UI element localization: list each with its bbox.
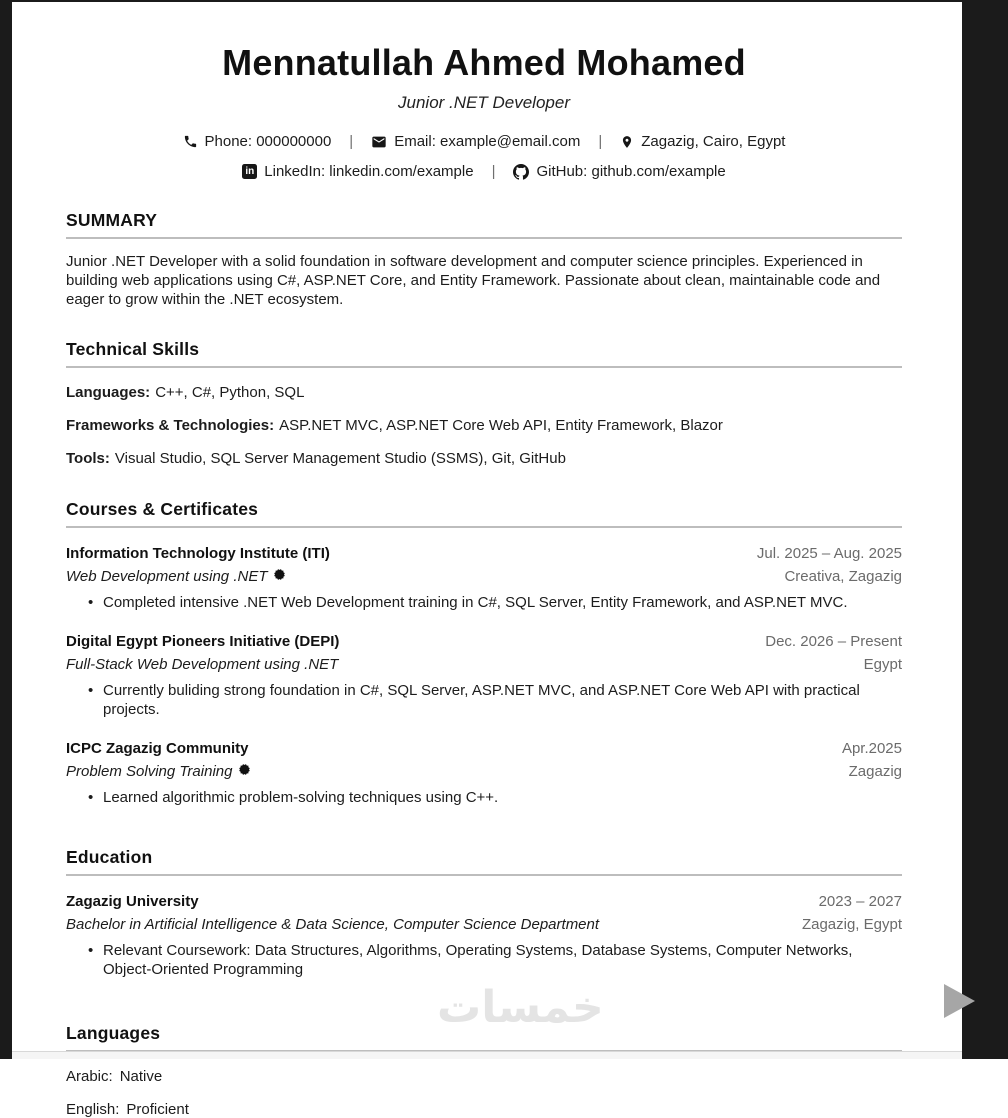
github-item xyxy=(513,163,725,180)
certificate-badge-icon xyxy=(273,565,286,588)
entry-date: 2023 – 2027 xyxy=(818,893,902,911)
khamsat-watermark: خمسات xyxy=(437,982,604,1033)
linkedin-icon: in xyxy=(242,164,257,179)
entry-bullet: • Completed intensive .NET Web Development training in C#, SQL Server, Entity Framework, and ASP.NET MVC. xyxy=(88,593,902,612)
separator-pipe: | xyxy=(349,133,354,151)
skill-value: ASP.NET MVC, ASP.NET Core Web API, Entity Framework, Blazor xyxy=(279,417,723,435)
section-summary xyxy=(66,210,902,309)
page-bottom-edge xyxy=(12,1051,962,1059)
language-label: Arabic: xyxy=(66,1068,113,1086)
education-entry-zagazig xyxy=(66,890,902,979)
linkedin-text: LinkedIn: linkedin.com/example xyxy=(264,163,474,181)
entry-location: Creativa, Zagazig xyxy=(784,568,902,586)
skill-label: Frameworks & Technologies: xyxy=(66,417,275,435)
course-entry-depi xyxy=(66,630,902,719)
education-heading: Education xyxy=(66,847,153,868)
separator-pipe: | xyxy=(491,163,496,181)
carousel-next-arrow[interactable] xyxy=(944,984,975,1018)
email-icon xyxy=(371,134,387,150)
entry-org: Zagazig University xyxy=(66,893,199,911)
left-black-bar xyxy=(0,0,12,1059)
summary-text: Junior .NET Developer with a solid foundation in software development and computer science principles. Experienced in building web applications using C#, ASP.NET Core, and Entity Framework. Passionate about clean, maintainable code and eager to grow within the .NET ecosystem. xyxy=(66,253,881,309)
course-entry-icpc xyxy=(66,737,902,807)
course-entry-iti xyxy=(66,542,902,612)
entry-date: Dec. 2026 – Present xyxy=(765,633,902,651)
section-divider xyxy=(66,526,902,528)
section-divider xyxy=(66,874,902,876)
entry-date: Apr.2025 xyxy=(841,740,902,758)
section-courses-certificates xyxy=(66,499,902,807)
language-level: Proficient xyxy=(126,1101,189,1118)
skill-label: Tools: xyxy=(66,450,110,468)
language-level: Native xyxy=(119,1068,163,1086)
entry-location: Egypt xyxy=(863,656,902,674)
email-item xyxy=(371,133,580,150)
skill-label: Languages: xyxy=(66,384,151,402)
right-black-bar xyxy=(962,0,1008,1059)
candidate-name: Mennatullah Ahmed Mohamed xyxy=(222,42,746,83)
skills-heading: Technical Skills xyxy=(66,339,200,360)
entry-org: Digital Egypt Pioneers Initiative (DEPI) xyxy=(66,633,340,651)
language-row-english xyxy=(66,1101,902,1118)
location-text: Zagazig, Cairo, Egypt xyxy=(641,133,786,151)
skill-row-languages xyxy=(66,384,902,401)
entry-org: Information Technology Institute (ITI) xyxy=(66,545,330,563)
phone-icon xyxy=(183,134,198,149)
skill-value: C++, C#, Python, SQL xyxy=(155,384,305,402)
entry-location: Zagazig xyxy=(848,763,902,781)
section-divider xyxy=(66,366,902,368)
location-item xyxy=(620,133,785,150)
entry-role: Full-Stack Web Development using .NET xyxy=(66,656,339,674)
entry-bullet: • Learned algorithmic problem-solving techniques using C++. xyxy=(88,788,902,807)
summary-heading: SUMMARY xyxy=(66,210,158,231)
entry-bullet: • Relevant Coursework: Data Structures, Algorithms, Operating Systems, Database Systems, Computer Networks, Object-Oriented Programming xyxy=(88,941,902,979)
language-row-arabic xyxy=(66,1068,902,1085)
section-divider xyxy=(66,237,902,239)
entry-bullet: • Currently buliding strong foundation in C#, SQL Server, ASP.NET MVC, and ASP.NET Core Web API with practical projects. xyxy=(88,681,902,719)
location-icon xyxy=(620,134,634,150)
entry-role: Bachelor in Artificial Intelligence & Data Science, Computer Science Department xyxy=(66,916,600,934)
skill-row-frameworks xyxy=(66,417,902,434)
entry-date: Jul. 2025 – Aug. 2025 xyxy=(756,545,902,563)
entry-org: ICPC Zagazig Community xyxy=(66,740,249,758)
github-text: GitHub: github.com/example xyxy=(536,163,726,181)
section-education xyxy=(66,847,902,979)
entry-role: Web Development using .NET xyxy=(66,568,268,586)
certificate-badge-icon xyxy=(238,760,251,783)
resume-page xyxy=(12,0,962,1118)
phone-text: Phone: 000000000 xyxy=(204,133,332,151)
courses-heading: Courses & Certificates xyxy=(66,499,259,520)
job-title: Junior .NET Developer xyxy=(398,93,570,113)
entry-location: Zagazig, Egypt xyxy=(801,916,902,934)
phone-item xyxy=(183,133,332,150)
separator-pipe: | xyxy=(598,133,603,151)
contact-row-1 xyxy=(66,133,902,150)
github-icon xyxy=(513,164,529,180)
skill-value: Visual Studio, SQL Server Management Studio (SSMS), Git, GitHub xyxy=(114,450,566,468)
email-text: Email: example@email.com xyxy=(394,133,581,151)
entry-role: Problem Solving Training xyxy=(66,763,233,781)
languages-heading: Languages xyxy=(66,1023,161,1044)
section-languages xyxy=(66,1023,902,1118)
resume-content xyxy=(66,0,902,1118)
skill-row-tools xyxy=(66,450,902,467)
top-black-line xyxy=(0,0,1008,2)
language-label: English: xyxy=(66,1101,120,1118)
section-technical-skills xyxy=(66,339,902,467)
linkedin-item xyxy=(242,163,473,180)
contact-row-2 xyxy=(66,163,902,180)
